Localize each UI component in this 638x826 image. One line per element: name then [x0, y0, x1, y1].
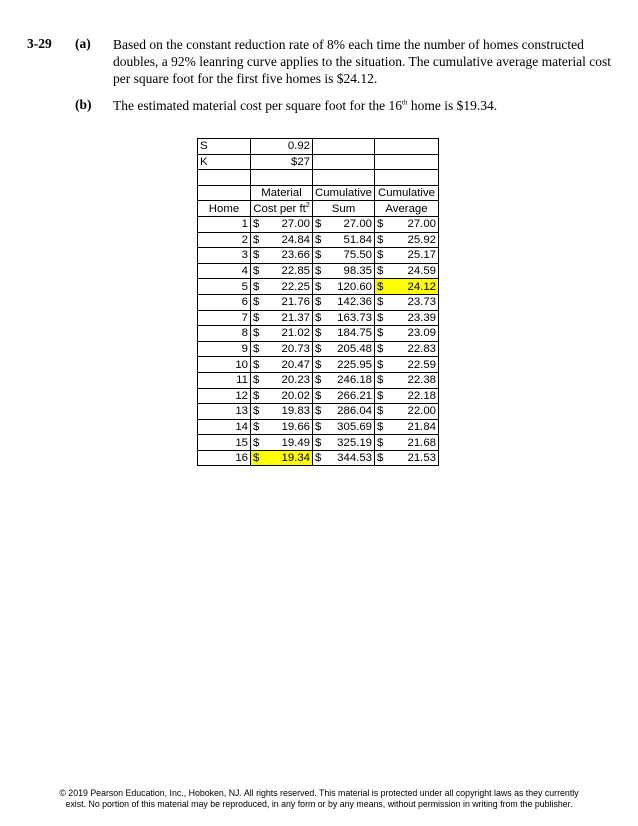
sum-cell	[313, 341, 375, 357]
home-number-cell: 10	[198, 357, 251, 373]
cost-cell	[251, 232, 313, 248]
avg-cell	[375, 341, 439, 357]
home-number-cell: 15	[198, 435, 251, 451]
currency-symbol: $	[253, 405, 260, 418]
footer-line-1: © 2019 Pearson Education, Inc., Hoboken, NJ. All rights reserved. This material is protected under all copyright laws as they currently	[59, 788, 579, 798]
avg-value: 23.39	[407, 311, 436, 324]
currency-symbol: $	[253, 452, 260, 465]
currency-symbol: $	[315, 265, 322, 278]
home-number-cell: 11	[198, 372, 251, 388]
cost-value: 20.02	[281, 389, 310, 402]
header-home: Home	[198, 201, 251, 217]
header-cumulative-sum-1: Cumulative	[313, 185, 375, 201]
home-number-cell: 16	[198, 450, 251, 466]
part-a-text: Based on the constant reduction rate of 8% each time the number of homes constructed doubles, a 92% leanring curve applies to the situation. The cumulative average material cost per square foot for the first five homes is $24.12.	[113, 37, 611, 86]
currency-symbol: $	[253, 420, 260, 433]
sum-value: 325.19	[337, 436, 372, 449]
cost-value: 20.23	[281, 374, 310, 387]
empty-cell	[375, 154, 439, 170]
sum-cell	[313, 248, 375, 264]
currency-symbol: $	[377, 358, 384, 371]
avg-cell	[375, 248, 439, 264]
sum-cell	[313, 216, 375, 232]
sum-value: 184.75	[337, 327, 372, 340]
s-value: 0.92	[251, 139, 313, 155]
currency-symbol: $	[253, 280, 260, 293]
home-number-cell: 8	[198, 326, 251, 342]
cost-cell	[251, 341, 313, 357]
avg-cell	[375, 232, 439, 248]
avg-value: 22.59	[407, 358, 436, 371]
home-number-cell: 6	[198, 294, 251, 310]
cost-value: 21.02	[281, 327, 310, 340]
avg-value: 24.12	[407, 280, 436, 293]
table-row	[198, 419, 439, 435]
table-row	[198, 341, 439, 357]
avg-cell	[375, 388, 439, 404]
sum-cell	[313, 435, 375, 451]
avg-cell	[375, 216, 439, 232]
sum-cell	[313, 419, 375, 435]
avg-value: 25.92	[407, 233, 436, 246]
problem-number: 3-29	[27, 36, 52, 51]
k-row	[198, 154, 439, 170]
k-label: K	[198, 154, 251, 170]
currency-symbol: $	[253, 265, 260, 278]
currency-symbol: $	[253, 296, 260, 309]
sum-cell	[313, 388, 375, 404]
cost-cell	[251, 310, 313, 326]
spreadsheet-table	[197, 138, 439, 466]
sum-value: 163.73	[337, 311, 372, 324]
currency-symbol: $	[315, 233, 322, 246]
currency-symbol: $	[315, 452, 322, 465]
table-row	[198, 450, 439, 466]
avg-cell	[375, 279, 439, 295]
currency-symbol: $	[377, 405, 384, 418]
currency-symbol: $	[253, 327, 260, 340]
currency-symbol: $	[377, 233, 384, 246]
currency-symbol: $	[377, 265, 384, 278]
currency-symbol: $	[377, 218, 384, 231]
cost-value: 20.47	[281, 358, 310, 371]
sum-cell	[313, 294, 375, 310]
empty-cell	[251, 170, 313, 186]
k-value: $27	[251, 154, 313, 170]
currency-symbol: $	[377, 420, 384, 433]
avg-cell	[375, 263, 439, 279]
sum-cell	[313, 279, 375, 295]
currency-symbol: $	[377, 296, 384, 309]
table-row	[198, 232, 439, 248]
part-b-superscript: th	[402, 98, 408, 107]
avg-value: 23.09	[407, 327, 436, 340]
avg-cell	[375, 357, 439, 373]
header-average: Average	[375, 201, 439, 217]
table-row	[198, 357, 439, 373]
avg-value: 21.53	[407, 452, 436, 465]
cost-cell	[251, 326, 313, 342]
cost-value: 23.66	[281, 249, 310, 262]
currency-symbol: $	[377, 452, 384, 465]
cost-value: 24.84	[281, 233, 310, 246]
cost-value: 19.66	[281, 420, 310, 433]
home-number-cell: 7	[198, 310, 251, 326]
empty-cell	[198, 185, 251, 201]
currency-symbol: $	[253, 249, 260, 262]
copyright-footer	[40, 788, 598, 810]
cost-cell	[251, 404, 313, 420]
currency-symbol: $	[377, 327, 384, 340]
avg-value: 21.84	[407, 420, 436, 433]
currency-symbol: $	[315, 420, 322, 433]
avg-cell	[375, 435, 439, 451]
empty-cell	[375, 170, 439, 186]
currency-symbol: $	[253, 218, 260, 231]
currency-symbol: $	[377, 311, 384, 324]
sum-value: 75.50	[343, 249, 372, 262]
cost-value: 21.37	[281, 311, 310, 324]
table-row	[198, 326, 439, 342]
currency-symbol: $	[253, 436, 260, 449]
cost-value: 19.49	[281, 436, 310, 449]
cost-cell	[251, 388, 313, 404]
avg-value: 22.18	[407, 389, 436, 402]
currency-symbol: $	[315, 405, 322, 418]
home-number-cell: 12	[198, 388, 251, 404]
sum-cell	[313, 372, 375, 388]
blank-row	[198, 170, 439, 186]
s-label: S	[198, 139, 251, 155]
table-row	[198, 372, 439, 388]
currency-symbol: $	[253, 233, 260, 246]
avg-value: 25.17	[407, 249, 436, 262]
table-row	[198, 279, 439, 295]
part-b-text	[113, 97, 613, 114]
avg-cell	[375, 310, 439, 326]
cost-cell	[251, 435, 313, 451]
sum-value: 120.60	[337, 280, 372, 293]
home-number-cell: 3	[198, 248, 251, 264]
currency-symbol: $	[253, 374, 260, 387]
table-row	[198, 388, 439, 404]
cost-cell	[251, 357, 313, 373]
avg-cell	[375, 450, 439, 466]
table-row	[198, 404, 439, 420]
cost-value: 22.85	[281, 265, 310, 278]
home-number-cell: 5	[198, 279, 251, 295]
sum-cell	[313, 232, 375, 248]
currency-symbol: $	[315, 358, 322, 371]
part-b-text-before: The estimated material cost per square foot for the 16	[113, 98, 403, 113]
home-number-cell: 1	[198, 216, 251, 232]
header-cost-text: Cost per ft	[253, 202, 306, 215]
cost-cell	[251, 372, 313, 388]
cost-cell	[251, 279, 313, 295]
table-row	[198, 435, 439, 451]
table-row	[198, 216, 439, 232]
cost-cell	[251, 216, 313, 232]
table-row	[198, 294, 439, 310]
currency-symbol: $	[315, 296, 322, 309]
avg-cell	[375, 404, 439, 420]
home-number-cell: 13	[198, 404, 251, 420]
header-sum: Sum	[313, 201, 375, 217]
currency-symbol: $	[315, 343, 322, 356]
part-a-label: (a)	[75, 36, 91, 51]
sum-cell	[313, 357, 375, 373]
currency-symbol: $	[253, 358, 260, 371]
cost-value: 20.73	[281, 343, 310, 356]
table-row	[198, 263, 439, 279]
currency-symbol: $	[377, 374, 384, 387]
header-cost-per-ft	[251, 201, 313, 217]
empty-cell	[313, 170, 375, 186]
currency-symbol: $	[377, 389, 384, 402]
sum-value: 305.69	[337, 420, 372, 433]
avg-value: 24.59	[407, 265, 436, 278]
sum-value: 344.53	[337, 452, 372, 465]
currency-symbol: $	[377, 249, 384, 262]
empty-cell	[313, 139, 375, 155]
cost-cell	[251, 248, 313, 264]
sum-value: 98.35	[343, 265, 372, 278]
currency-symbol: $	[377, 436, 384, 449]
currency-symbol: $	[377, 280, 384, 293]
empty-cell	[198, 170, 251, 186]
currency-symbol: $	[315, 389, 322, 402]
header-material: Material	[251, 185, 313, 201]
currency-symbol: $	[315, 249, 322, 262]
part-b-text-after: home is $19.34.	[407, 98, 498, 113]
sum-cell	[313, 310, 375, 326]
cost-value: 19.34	[281, 452, 310, 465]
sum-cell	[313, 326, 375, 342]
cost-cell	[251, 263, 313, 279]
sum-cell	[313, 404, 375, 420]
home-number-cell: 4	[198, 263, 251, 279]
cost-value: 21.76	[281, 296, 310, 309]
currency-symbol: $	[253, 311, 260, 324]
avg-value: 23.73	[407, 296, 436, 309]
currency-symbol: $	[315, 280, 322, 293]
currency-symbol: $	[377, 343, 384, 356]
avg-cell	[375, 326, 439, 342]
part-b-label: (b)	[75, 97, 92, 112]
sum-value: 246.18	[337, 374, 372, 387]
sum-value: 51.84	[343, 233, 372, 246]
empty-cell	[313, 154, 375, 170]
header-cost-sup: 2	[305, 201, 310, 209]
currency-symbol: $	[315, 218, 322, 231]
sum-cell	[313, 450, 375, 466]
home-number-cell: 9	[198, 341, 251, 357]
sum-value: 225.95	[337, 358, 372, 371]
avg-value: 22.00	[407, 405, 436, 418]
sum-cell	[313, 263, 375, 279]
sum-value: 142.36	[337, 296, 372, 309]
currency-symbol: $	[315, 436, 322, 449]
header-cumulative-avg-1: Cumulative	[375, 185, 439, 201]
avg-cell	[375, 372, 439, 388]
currency-symbol: $	[315, 374, 322, 387]
cost-cell	[251, 294, 313, 310]
table-row	[198, 248, 439, 264]
header-row-1	[198, 185, 439, 201]
cost-value: 27.00	[281, 218, 310, 231]
currency-symbol: $	[315, 327, 322, 340]
table-row	[198, 310, 439, 326]
home-number-cell: 14	[198, 419, 251, 435]
avg-cell	[375, 294, 439, 310]
avg-value: 22.83	[407, 343, 436, 356]
cost-value: 22.25	[281, 280, 310, 293]
empty-cell	[375, 139, 439, 155]
avg-value: 21.68	[407, 436, 436, 449]
s-row	[198, 139, 439, 155]
avg-cell	[375, 419, 439, 435]
home-number-cell: 2	[198, 232, 251, 248]
sum-value: 27.00	[343, 218, 372, 231]
currency-symbol: $	[253, 389, 260, 402]
cost-cell	[251, 450, 313, 466]
cost-cell	[251, 419, 313, 435]
sum-value: 205.48	[337, 343, 372, 356]
sum-value: 286.04	[337, 405, 372, 418]
sum-value: 266.21	[337, 389, 372, 402]
avg-value: 22.38	[407, 374, 436, 387]
header-row-2	[198, 201, 439, 217]
footer-line-2: exist. No portion of this material may be reproduced, in any form or by any means, without permission in writing from the publisher.	[65, 799, 573, 809]
cost-value: 19.83	[281, 405, 310, 418]
currency-symbol: $	[253, 343, 260, 356]
currency-symbol: $	[315, 311, 322, 324]
avg-value: 27.00	[407, 218, 436, 231]
